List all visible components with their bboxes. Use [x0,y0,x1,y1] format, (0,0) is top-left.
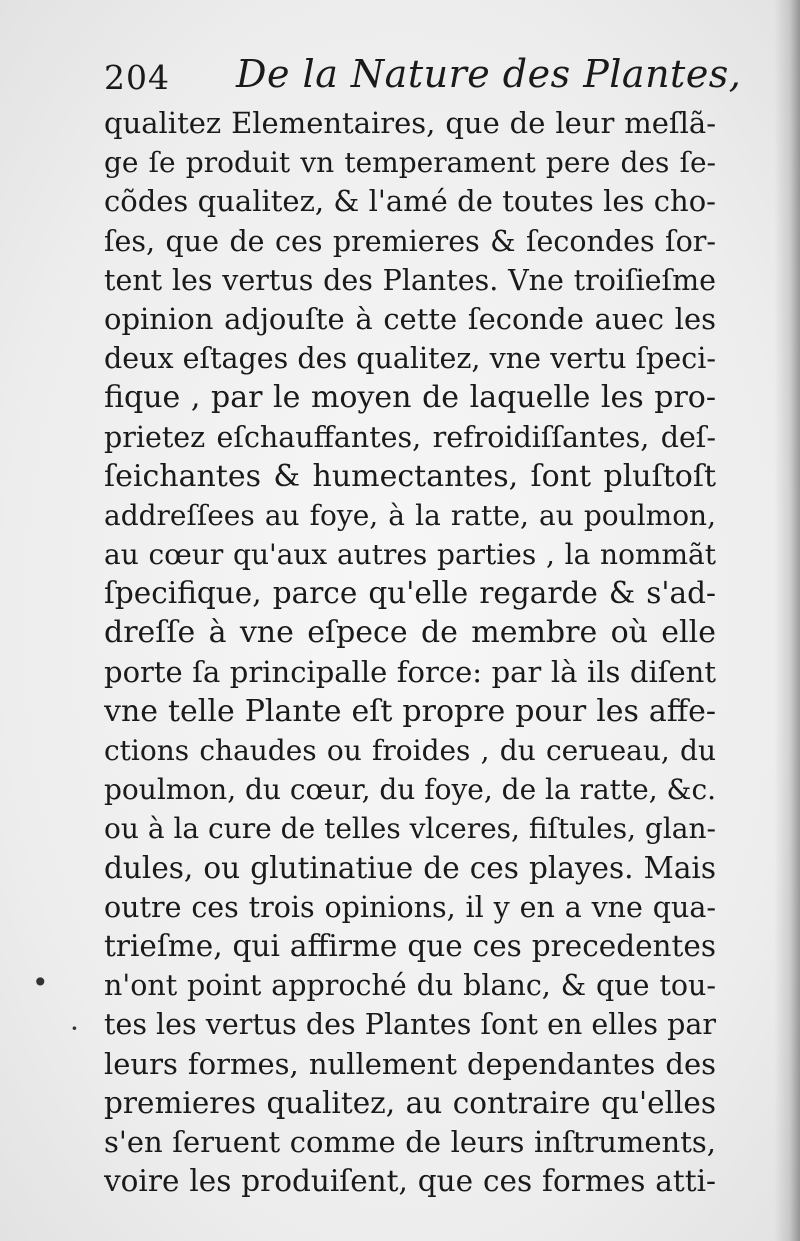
running-title: De la Nature des Plantes, [236,52,742,96]
text-line: ſpecifique, parce qu'elle regarde & s'ad- [104,576,716,611]
text-line: qualitez Elementaires, que de leur meſlã- [104,106,716,140]
text-line: porte ſa principalle force: par là ils diſent [104,654,716,689]
text-line: voire les produiſent, que ces formes atti- [104,1164,716,1199]
text-line: tes les vertus des Plantes ſont en elles par [104,1008,716,1042]
text-line: leurs formes, nullement dependantes des [104,1046,716,1081]
text-line: opinion adjouſte à cette ſeconde auec les [104,301,716,336]
text-line: addreſſees au foye, à la ratte, au poulmon, [104,498,716,532]
page-edge-shadow [774,0,800,1241]
text-line: poulmon, du cœur, du foye, de la ratte, &c. [104,773,716,807]
margin-dot: · [70,1012,79,1045]
body-text [104,104,716,1201]
text-line: tent les vertus des Plantes. Vne troiſieſme [104,263,716,297]
page-number: 204 [104,58,170,97]
text-line: cõdes qualitez, & l'amé de toutes les cho- [104,184,716,219]
text-line: dreſſe à vne eſpece de membre où elle [104,615,716,651]
text-line: ge ſe produit vn temperament pere des ſe- [104,146,716,180]
text-line: fique , par le moyen de laquelle les pro- [104,380,716,416]
text-line: ſeichantes & humectantes, ſont pluſtoſt [104,458,716,494]
text-line: n'ont point approché du blanc, & que tou- [104,969,716,1003]
text-line: vne telle Plante eſt propre pour les affe- [104,693,716,729]
text-line: trieſme, qui affirme que ces precedentes [104,928,716,963]
text-line: ctions chaudes ou froides , du cerueau, du [104,734,716,767]
text-line: prietez eſchauffantes, refroidiſſantes, deſ- [104,420,716,454]
text-line: ou à la cure de telles vlceres, fiſtules, glan- [104,812,716,846]
text-line: ſes, que de ces premieres & ſecondes ſor- [104,224,716,258]
text-line: s'en ſeruent comme de leurs inſtruments, [104,1124,716,1159]
margin-dot: • [32,966,49,999]
running-head [104,52,742,102]
text-line: premieres qualitez, au contraire qu'elles [104,1085,716,1120]
text-line: deux eſtages des qualitez, vne vertu ſpeci- [104,342,716,376]
text-line: au cœur qu'aux autres parties , la nommãt [104,538,716,572]
text-line: dules, ou glutinatiue de ces playes. Mais [104,850,716,885]
text-line: outre ces trois opinions, il y en a vne qua- [104,890,716,924]
